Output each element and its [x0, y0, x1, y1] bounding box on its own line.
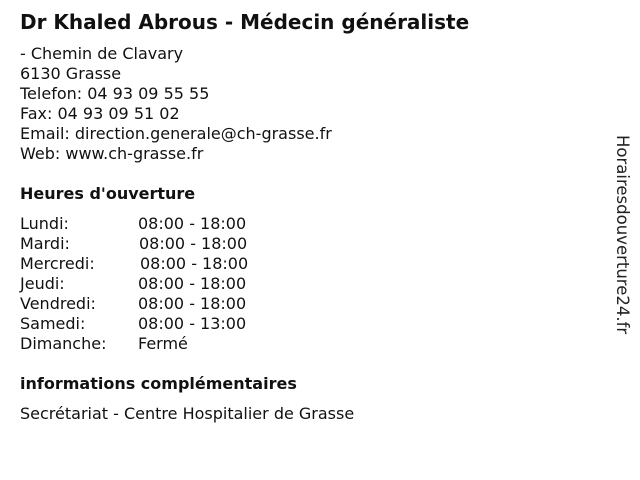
time-range: 08:00 - 18:00: [139, 234, 248, 253]
watermark-text: Horairesdouverture24.fr: [613, 135, 632, 335]
day-label: Jeudi:: [20, 274, 65, 293]
city-postal: 6130 Grasse: [20, 64, 122, 83]
day-label: Dimanche:: [20, 334, 107, 353]
time-range: 08:00 - 18:00: [138, 274, 247, 293]
day-label: Mercredi:: [20, 254, 95, 273]
site-watermark: [612, 135, 632, 370]
fax-number: Fax: 04 93 09 51 02: [20, 104, 180, 123]
phone-number: Telefon: 04 93 09 55 55: [20, 84, 210, 103]
time-range: 08:00 - 18:00: [138, 294, 247, 313]
time-range: 08:00 - 13:00: [138, 314, 247, 333]
email-address: Email: direction.generale@ch-grasse.fr: [20, 124, 332, 143]
street-address: - Chemin de Clavary: [20, 44, 184, 63]
additional-info-text: Secrétariat - Centre Hospitalier de Grasse: [20, 404, 355, 423]
day-label: Mardi:: [20, 234, 70, 253]
page-title: Dr Khaled Abrous - Médecin généraliste: [20, 10, 470, 34]
day-label: Lundi:: [20, 214, 69, 233]
opening-hours-heading: Heures d'ouverture: [20, 184, 196, 203]
business-card: [20, 0, 600, 480]
day-label: Samedi:: [20, 314, 86, 333]
additional-info-heading: informations complémentaires: [20, 374, 297, 393]
address-block: [20, 44, 332, 164]
time-range: 08:00 - 18:00: [140, 254, 249, 273]
time-range: 08:00 - 18:00: [138, 214, 247, 233]
website-link: Web: www.ch-grasse.fr: [20, 144, 204, 163]
day-label: Vendredi:: [20, 294, 96, 313]
time-range: Fermé: [138, 334, 188, 353]
